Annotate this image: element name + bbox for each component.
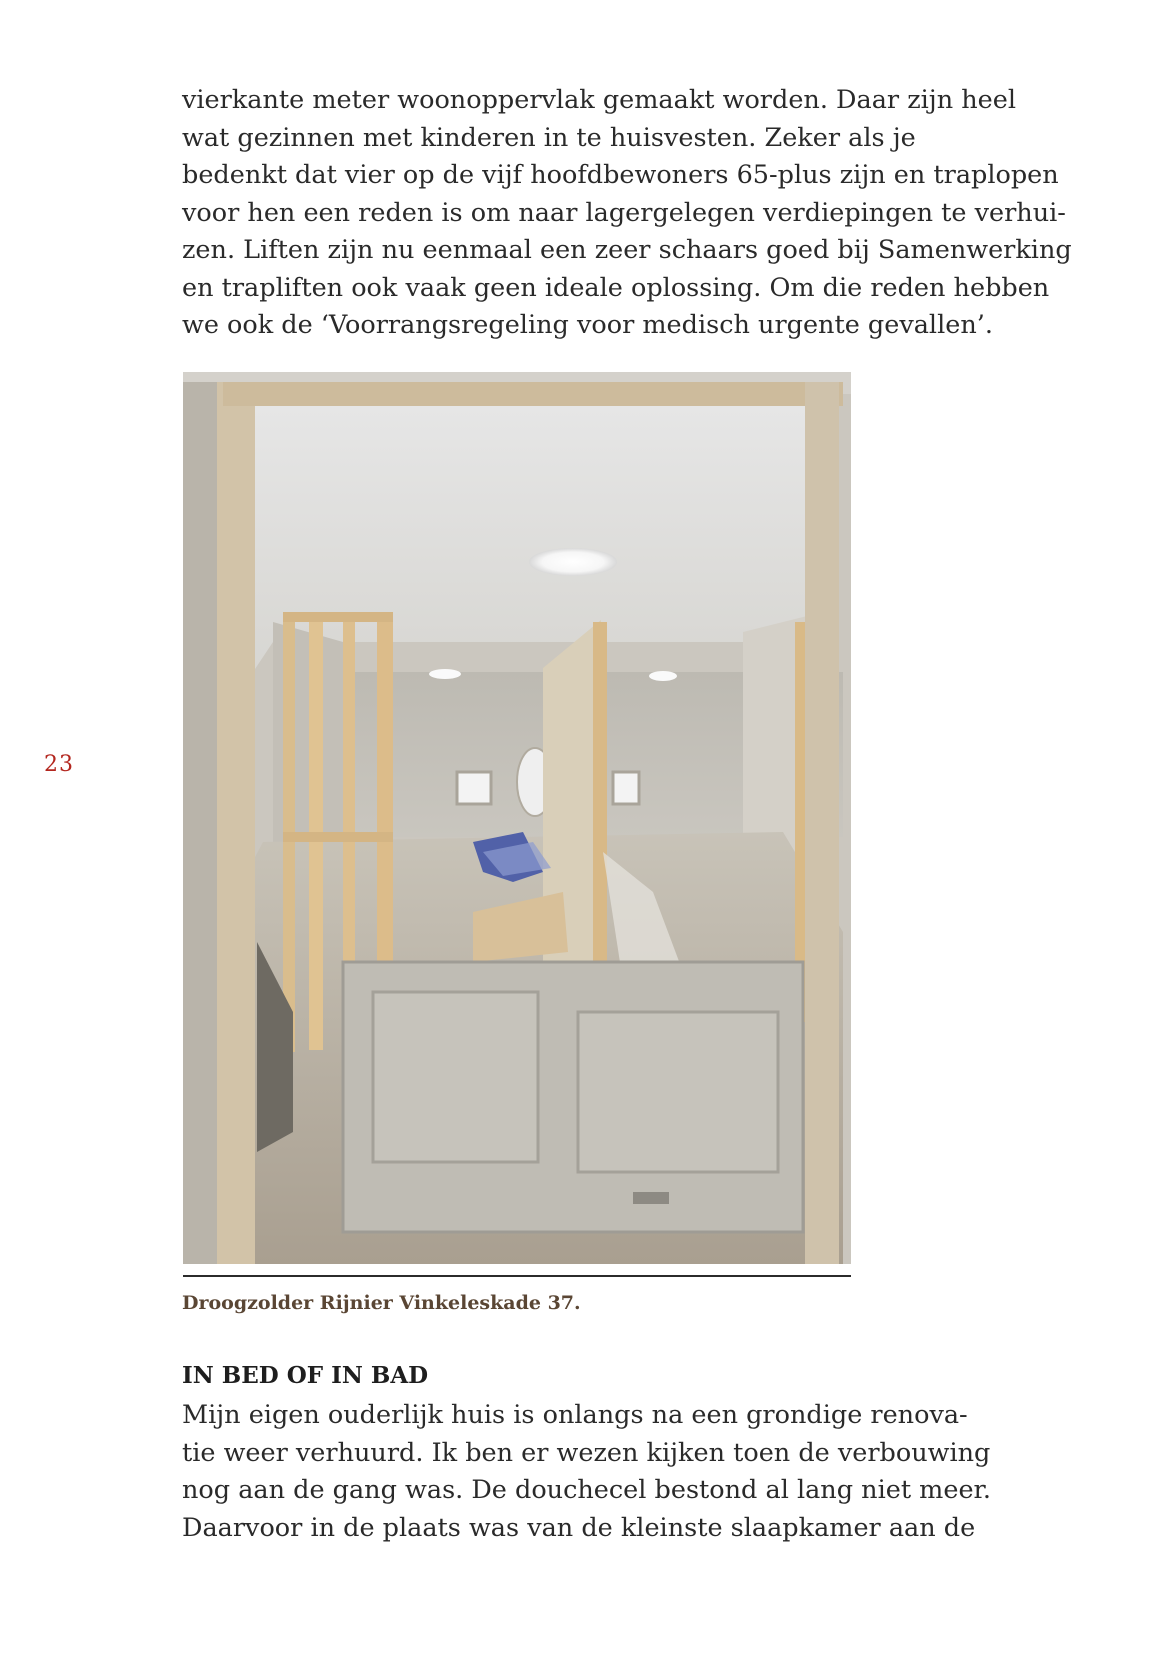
text-line: tie weer verhuurd. Ik ben er wezen kijken toen de verbouwing [182, 1437, 991, 1468]
text-line: Daarvoor in de plaats was van de kleinste slaapkamer aan de [182, 1512, 976, 1543]
text-line: wat gezinnen met kinderen in te huisvesten. Zeker als je [182, 122, 916, 153]
intro-paragraph [182, 82, 1072, 345]
text-line: bedenkt dat vier op de vijf hoofdbewoners 65-plus zijn en traplopen [182, 160, 1059, 190]
text-line: Mijn eigen ouderlijk huis is onlangs na een grondige renova- [182, 1400, 968, 1430]
caption-divider [183, 1275, 851, 1277]
text-line: en trapliften ook vaak geen ideale oplossing. Om die reden hebben [182, 272, 1050, 303]
section-paragraph [182, 1397, 1062, 1547]
section-heading: IN BED OF IN BAD [182, 1362, 429, 1389]
photo-caption: Droogzolder Rijnier Vinkeleskade 37. [182, 1292, 581, 1314]
text-line: we ook de ‘Voorrangsregeling voor medisch urgente gevallen’. [182, 310, 993, 340]
attic-photo [183, 372, 851, 1264]
text-line: zen. Liften zijn nu eenmaal een zeer schaars goed bij Samenwerking [182, 235, 1072, 265]
page-number: 23 [44, 752, 74, 777]
text-line: voor hen een reden is om naar lagergelegen verdiepingen te verhui- [182, 197, 1066, 228]
text-line: nog aan de gang was. De douchecel bestond al lang niet meer. [182, 1475, 992, 1505]
text-line: vierkante meter woonoppervlak gemaakt worden. Daar zijn heel [182, 85, 1016, 115]
